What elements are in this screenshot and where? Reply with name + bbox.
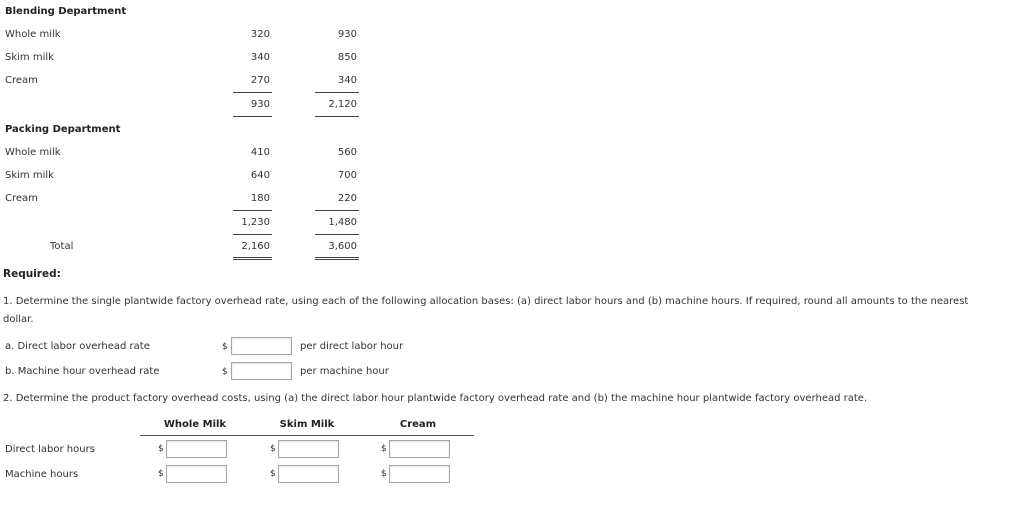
blending-row-value-a: 340 xyxy=(250,52,270,63)
underline xyxy=(315,210,359,211)
machine-hours-label: Machine hours xyxy=(5,469,79,480)
column-header-cream: Cream xyxy=(399,419,437,430)
currency-symbol: $ xyxy=(222,367,228,377)
skim-milk-direct-labor-input[interactable] xyxy=(278,440,339,458)
direct-labor-rate-unit: per direct labor hour xyxy=(300,341,404,352)
underline xyxy=(233,116,272,117)
underline xyxy=(315,116,359,117)
packing-row-value-b: 220 xyxy=(337,193,357,204)
blending-row-label: Cream xyxy=(5,75,38,86)
direct-labor-rate-input[interactable] xyxy=(231,337,292,355)
total-label: Total xyxy=(50,241,74,252)
currency-symbol: $ xyxy=(222,342,228,352)
underline xyxy=(315,234,359,235)
blending-department-title: Blending Department xyxy=(5,6,127,17)
header-underline xyxy=(140,435,474,436)
currency-symbol: $ xyxy=(270,444,276,454)
question-2-text: 2. Determine the product factory overhead costs, using (a) the direct labor hour plantwide factory overhead rate and (b) the machine hour plantwide factory overhead rate. xyxy=(3,393,868,404)
underline xyxy=(233,210,272,211)
cream-direct-labor-input[interactable] xyxy=(389,440,450,458)
total-value-a: 2,160 xyxy=(241,241,270,252)
blending-row-value-a: 270 xyxy=(250,75,270,86)
double-underline xyxy=(233,257,272,260)
blending-row-value-a: 320 xyxy=(250,29,270,40)
required-heading: Required: xyxy=(3,268,61,280)
underline xyxy=(233,92,272,93)
packing-row-label: Cream xyxy=(5,193,38,204)
machine-hour-rate-unit: per machine hour xyxy=(300,366,389,377)
question-1-text-cont: dollar. xyxy=(3,314,34,325)
blending-row-label: Whole milk xyxy=(5,29,61,40)
currency-symbol: $ xyxy=(270,469,276,479)
skim-milk-machine-hours-input[interactable] xyxy=(278,465,339,483)
underline xyxy=(315,92,359,93)
machine-hour-rate-input[interactable] xyxy=(231,362,292,380)
currency-symbol: $ xyxy=(381,444,387,454)
double-underline xyxy=(315,257,359,260)
direct-labor-rate-label: a. Direct labor overhead rate xyxy=(5,341,150,352)
packing-row-value-a: 640 xyxy=(250,170,270,181)
question-1-text: 1. Determine the single plantwide factory overhead rate, using each of the following allocation bases: (a) direct labor hours and (b) machine hours. If required, round all amounts to the nearest xyxy=(3,296,969,307)
machine-hour-rate-label: b. Machine hour overhead rate xyxy=(5,366,160,377)
packing-row-value-a: 180 xyxy=(250,193,270,204)
packing-subtotal-b: 1,480 xyxy=(328,217,357,228)
packing-row-value-a: 410 xyxy=(250,147,270,158)
blending-row-value-b: 850 xyxy=(337,52,357,63)
packing-row-value-b: 560 xyxy=(337,147,357,158)
underline xyxy=(233,234,272,235)
packing-row-label: Whole milk xyxy=(5,147,61,158)
currency-symbol: $ xyxy=(158,469,164,479)
direct-labor-hours-label: Direct labor hours xyxy=(5,444,95,455)
blending-row-value-b: 340 xyxy=(337,75,357,86)
column-header-skim-milk: Skim Milk xyxy=(279,419,335,430)
total-value-b: 3,600 xyxy=(328,241,357,252)
cream-machine-hours-input[interactable] xyxy=(389,465,450,483)
blending-row-value-b: 930 xyxy=(337,29,357,40)
whole-milk-direct-labor-input[interactable] xyxy=(166,440,227,458)
blending-subtotal-a: 930 xyxy=(250,99,270,110)
blending-row-label: Skim milk xyxy=(5,52,54,63)
packing-subtotal-a: 1,230 xyxy=(241,217,270,228)
currency-symbol: $ xyxy=(158,444,164,454)
packing-row-value-b: 700 xyxy=(337,170,357,181)
packing-row-label: Skim milk xyxy=(5,170,54,181)
whole-milk-machine-hours-input[interactable] xyxy=(166,465,227,483)
blending-subtotal-b: 2,120 xyxy=(328,99,357,110)
packing-department-title: Packing Department xyxy=(5,124,121,135)
currency-symbol: $ xyxy=(381,469,387,479)
column-header-whole-milk: Whole Milk xyxy=(163,419,227,430)
